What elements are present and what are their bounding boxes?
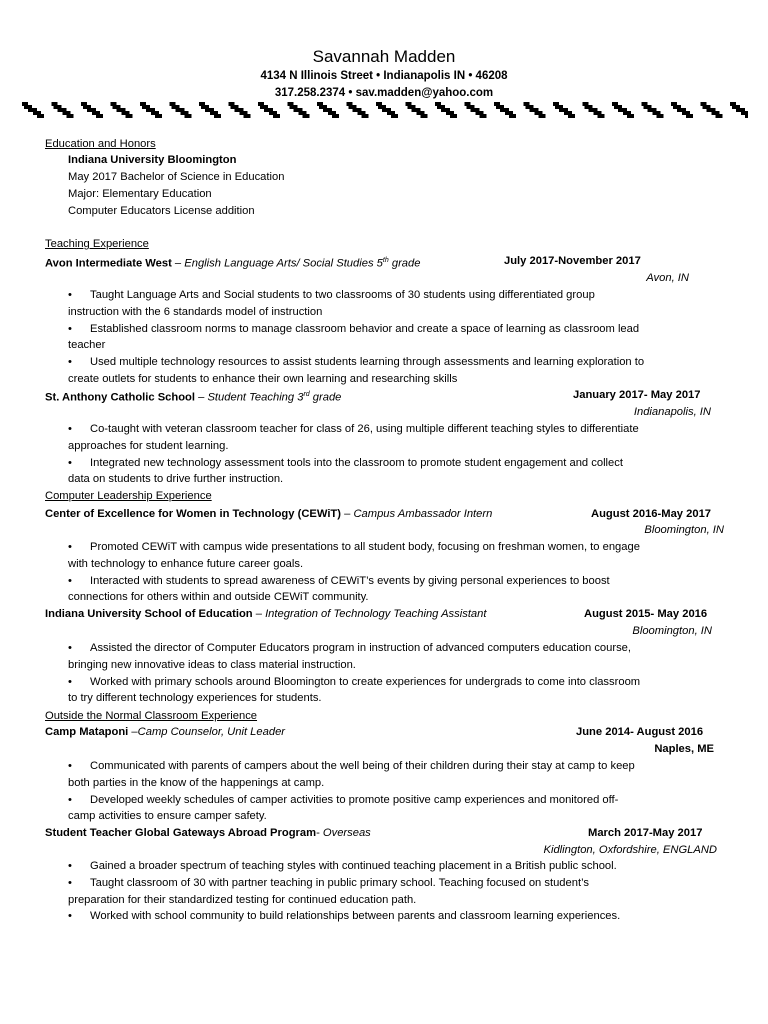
bullet-text-continuation: bringing new innovative ideas to class material instruction. [68, 658, 356, 671]
section-heading-education: Education and Honors [45, 138, 156, 150]
border-motif [111, 102, 133, 118]
job-role-sup: rd [303, 391, 310, 398]
job-separator: - [316, 827, 323, 839]
bullet-text: Worked with primary schools around Bloomington to create experiences for undergrads to come into classroom [90, 675, 641, 688]
bullet-marker: • [68, 675, 72, 688]
bullet-text: Developed weekly schedules of camper activities to promote positive camp experiences and monitored off- [90, 793, 619, 806]
job-date: March 2017-May 2017 [588, 827, 703, 839]
bullet-marker: • [68, 356, 72, 369]
bullet-marker: • [68, 322, 72, 335]
job-location: Kidlington, Oxfordshire, ENGLAND [543, 844, 717, 856]
border-motif [229, 102, 251, 118]
job-date: January 2017- May 2017 [573, 389, 701, 401]
job-location: Bloomington, IN [632, 625, 712, 637]
job-org: Student Teacher Global Gateways Abroad Program [45, 827, 317, 839]
border-motif [612, 102, 634, 118]
border-motif [671, 102, 693, 118]
bullet-text: Integrated new technology assessment tools into the classroom to promote student engagement and collect [90, 456, 623, 469]
bullet-text: Taught classroom of 30 with partner teaching in public primary school. Teaching focused on student’s [90, 876, 589, 889]
job-title-line [45, 606, 487, 622]
border-motif [170, 102, 192, 118]
job-role: Campus Ambassador Intern [353, 508, 493, 520]
job-org: Center of Excellence for Women in Technology (CEWiT) [45, 508, 341, 520]
border-motif [199, 102, 221, 118]
resume-name: Savannah Madden [312, 47, 456, 66]
bullet-text: Communicated with parents of campers about the well being of their children during their stay at camp to keep [90, 760, 635, 772]
job-date: August 2016-May 2017 [591, 508, 712, 520]
bullet-text-continuation: with technology to enhance future career goals. [68, 557, 304, 570]
border-motif [258, 102, 280, 118]
border-motif [642, 102, 664, 118]
job-title-line [45, 825, 371, 841]
job-role: Overseas [322, 827, 371, 839]
border-motif [288, 102, 310, 118]
section-heading-teaching: Teaching Experience [45, 238, 149, 250]
bullet-text: Worked with school community to build relationships between parents and classroom learning experiences. [90, 910, 621, 923]
job-org: Indiana University School of Education [45, 608, 253, 620]
job-title-line [45, 506, 492, 522]
bullet-text: Established classroom norms to manage classroom behavior and create a space of learning as classroom lead [90, 322, 640, 335]
bullet-text-continuation: camp activities to ensure camper safety. [68, 810, 267, 823]
education-license: Computer Educators License addition [68, 205, 255, 217]
job-title-line [45, 724, 285, 740]
bullet-marker: • [68, 541, 72, 553]
bullet-text-continuation: to try different technology experiences for students. [68, 692, 322, 705]
job-location: Indianapolis, IN [633, 406, 711, 418]
border-motif [347, 102, 369, 118]
job-org: St. Anthony Catholic School [45, 391, 195, 404]
bullet-text-continuation: both parties in the know of the happenings at camp. [68, 776, 325, 789]
border-motif [317, 102, 339, 118]
bullet-text: Promoted CEWiT with campus wide presentations to all student body, focusing on freshman women, to engage [90, 541, 640, 553]
education-school: Indiana University Bloomington [68, 154, 237, 166]
border-motif [553, 102, 575, 118]
border-motif [701, 102, 723, 118]
bullet-text: Used multiple technology resources to assist students learning through assessments and learning exploration to [90, 356, 645, 369]
bullet-text: Assisted the director of Computer Educators program in instruction of advanced computers education course, [90, 642, 632, 654]
education-major: Major: Elementary Education [68, 188, 212, 200]
job-role: Integration of Technology Teaching Assistant [265, 608, 487, 620]
bullet-text-continuation: connections for others within and outside CEWiT community. [68, 591, 369, 604]
section-heading-outside: Outside the Normal Classroom Experience [45, 710, 258, 722]
job-date: August 2015- May 2016 [584, 608, 708, 620]
bullet-text: Gained a broader spectrum of teaching styles with continued teaching placement in a British public school. [90, 860, 617, 872]
border-motif [376, 102, 398, 118]
border-motif [22, 102, 44, 118]
job-role: Student Teaching 3 [207, 391, 304, 404]
job-role-tail: grade [309, 391, 342, 404]
education-degree: May 2017 Bachelor of Science in Education [68, 171, 285, 183]
bullet-marker: • [68, 860, 72, 872]
job-separator: – [195, 391, 208, 404]
job-role-sup: th [382, 257, 389, 264]
contact-address: 4134 N Illinois Street • Indianapolis IN • 46208 [260, 70, 508, 82]
job-role: English Language Arts/ Social Studies 5 [184, 257, 383, 270]
bullet-marker: • [68, 642, 72, 654]
bullet-marker: • [68, 760, 72, 772]
bullet-marker: • [68, 910, 72, 923]
border-motif [140, 102, 162, 118]
bullet-text: Co-taught with veteran classroom teacher for class of 26, using multiple different teaching styles to differentiate [90, 423, 639, 435]
job-location: Avon, IN [646, 272, 689, 284]
job-location: Bloomington, IN [644, 524, 724, 536]
job-separator: – [171, 257, 185, 270]
border-motif [524, 102, 546, 118]
job-title-line [45, 253, 420, 272]
job-role-tail: grade [388, 257, 421, 270]
bullet-marker: • [68, 876, 72, 889]
bullet-text-continuation: teacher [68, 339, 106, 352]
bullet-marker: • [68, 793, 72, 806]
border-motif [465, 102, 487, 118]
bullet-text-continuation: preparation for their standardized testing for continued education path. [68, 893, 417, 906]
bullet-marker: • [68, 574, 72, 587]
bullet-text-continuation: approaches for student learning. [68, 439, 229, 452]
contact-phone-email: 317.258.2374 • sav.madden@yahoo.com [274, 87, 494, 99]
section-heading-leadership: Computer Leadership Experience [45, 490, 212, 502]
job-title-line [45, 387, 341, 406]
bullet-text: Interacted with students to spread awareness of CEWiT’s events by giving personal experiences to boost [90, 574, 610, 587]
bullet-text-continuation: data on students to drive further instruction. [68, 473, 284, 486]
bullet-text: Taught Language Arts and Social students to two classrooms of 30 students using differentiated group [90, 289, 595, 301]
bullet-text-continuation: create outlets for students to enhance their own learning and researching skills [68, 373, 458, 385]
job-date: July 2017-November 2017 [504, 255, 641, 267]
decorative-border [22, 98, 748, 120]
border-motif [81, 102, 103, 118]
border-motif [730, 102, 748, 118]
border-motif [406, 102, 428, 118]
job-date: June 2014- August 2016 [576, 726, 704, 738]
border-motif [583, 102, 605, 118]
bullet-text-continuation: instruction with the 6 standards model of instruction [68, 305, 323, 318]
job-org: Avon Intermediate West [45, 257, 172, 270]
border-motif [494, 102, 516, 118]
job-org: Camp Mataponi [45, 726, 129, 738]
job-location: Naples, ME [654, 743, 714, 755]
border-motif [52, 102, 74, 118]
job-separator: – [128, 726, 138, 738]
job-role: Camp Counselor, Unit Leader [137, 726, 286, 738]
job-separator: – [341, 508, 354, 520]
bullet-marker: • [68, 289, 72, 301]
bullet-marker: • [68, 456, 72, 469]
border-motif [435, 102, 457, 118]
bullet-marker: • [68, 423, 72, 435]
job-separator: – [252, 608, 266, 620]
